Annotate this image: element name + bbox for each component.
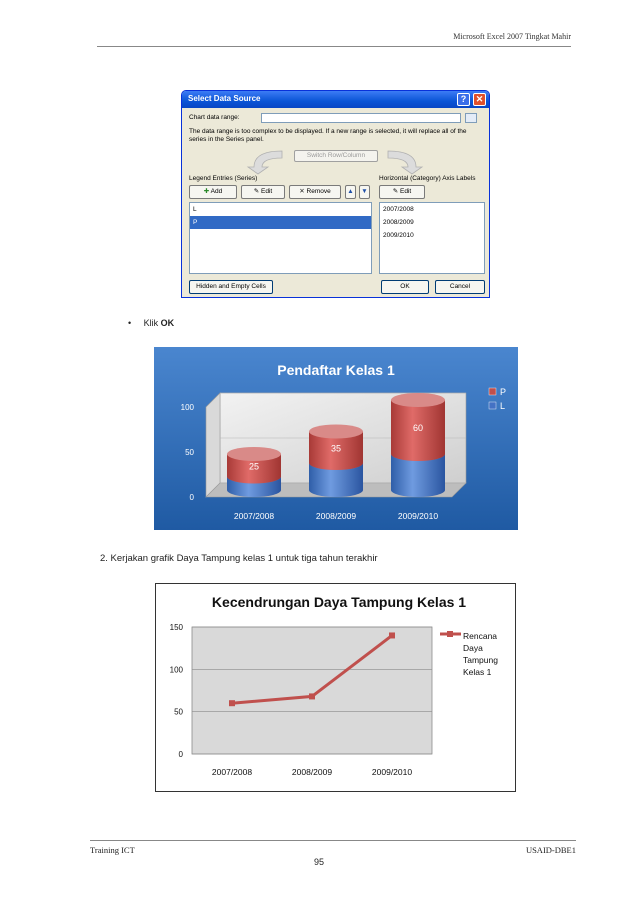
chart1-category-label: 2009/2010 bbox=[397, 511, 439, 521]
chart2-legend-label: Daya bbox=[463, 643, 483, 653]
chart2-legend-label: Tampung bbox=[463, 655, 498, 665]
edit-label: Edit bbox=[261, 188, 273, 195]
chart1-data-label: 35 bbox=[330, 443, 342, 454]
chart2-data-point bbox=[229, 700, 235, 706]
axis-labels-label: Horizontal (Category) Axis Labels bbox=[379, 175, 476, 182]
chart2-plot bbox=[170, 623, 432, 777]
cancel-button[interactable]: Cancel bbox=[435, 280, 485, 294]
category-item[interactable]: 2007/2008 bbox=[383, 206, 414, 213]
chart1-cylinder-top bbox=[391, 393, 445, 407]
chart1-data-label: 60 bbox=[412, 423, 424, 433]
remove-label: Remove bbox=[306, 188, 331, 195]
chart2-title: Kecendrungan Daya Tampung Kelas 1 bbox=[211, 594, 467, 610]
edit-axis-button[interactable] bbox=[379, 185, 425, 199]
chart2-ytick-label: 150 bbox=[169, 623, 183, 632]
edit-axis-label: Edit bbox=[400, 188, 412, 195]
edit-axis-icon: ✎ bbox=[392, 188, 399, 195]
kecendrungan-chart bbox=[155, 583, 516, 792]
category-item[interactable]: 2008/2009 bbox=[383, 219, 414, 226]
chart1-cylinder-top bbox=[309, 425, 363, 439]
chart1-category-label: 2008/2009 bbox=[315, 511, 357, 521]
page-number: 95 bbox=[313, 857, 324, 867]
range-warning: The data range is too complex to be displayed. If a new range is selected, it will replace all of the series in the Series panel. bbox=[189, 128, 467, 143]
bullet-dot: • bbox=[128, 318, 144, 328]
pendaftar-chart bbox=[154, 347, 518, 530]
bullet-bold: OK bbox=[160, 318, 175, 328]
chart1-legend-label: L bbox=[500, 401, 506, 411]
series-item-selected[interactable]: P bbox=[190, 216, 371, 229]
chart1-title: Pendaftar Kelas 1 bbox=[277, 362, 395, 378]
chart2-legend-marker bbox=[447, 631, 453, 637]
legend-entries-label: Legend Entries (Series) bbox=[189, 175, 258, 182]
curved-arrow-left-icon bbox=[244, 147, 284, 175]
chart2-data-point bbox=[309, 693, 315, 699]
select-data-source-dialog bbox=[181, 90, 490, 298]
edit-series-button[interactable] bbox=[241, 185, 285, 199]
chart2-legend-label: Rencana bbox=[463, 631, 498, 641]
add-label: Add bbox=[210, 188, 223, 195]
arrow-down-icon: ▼ bbox=[361, 188, 368, 195]
chart2-category-label: 2008/2009 bbox=[291, 767, 333, 777]
chart2-ytick-label: 0 bbox=[178, 750, 183, 759]
bullet-text: Klik bbox=[143, 318, 161, 328]
task-text: 2. Kerjakan grafik Daya Tampung kelas 1 untuk tiga tahun terakhir bbox=[100, 553, 378, 564]
add-icon: ✚ bbox=[203, 188, 210, 195]
footer-left: Training ICT bbox=[90, 845, 135, 855]
hidden-empty-cells-button[interactable]: Hidden and Empty Cells bbox=[189, 280, 273, 294]
add-series-button[interactable] bbox=[189, 185, 237, 199]
dialog-title-bar bbox=[182, 91, 489, 108]
chart2-data-point bbox=[389, 632, 395, 638]
switch-row-column-button[interactable]: Switch Row/Column bbox=[294, 150, 378, 162]
chart1-category-label: 2007/2008 bbox=[233, 511, 275, 521]
chart2-plot-area bbox=[192, 627, 432, 754]
edit-icon: ✎ bbox=[253, 188, 260, 195]
category-list bbox=[379, 202, 485, 274]
chart1-data-label: 25 bbox=[248, 461, 260, 472]
move-up-button[interactable] bbox=[345, 185, 356, 199]
category-item[interactable]: 2009/2010 bbox=[383, 232, 414, 239]
remove-series-button[interactable] bbox=[289, 185, 341, 199]
chart1-legend-swatch bbox=[489, 388, 496, 395]
footer-right: USAID-DBE1 bbox=[525, 845, 576, 855]
chart1-ytick-label: 100 bbox=[180, 403, 194, 412]
chart-data-range-label: Chart data range: bbox=[189, 114, 240, 121]
remove-icon: ✕ bbox=[299, 188, 305, 195]
series-list bbox=[189, 202, 372, 274]
header-title: Microsoft Excel 2007 Tingkat Mahir bbox=[453, 32, 571, 41]
chart2-category-label: 2009/2010 bbox=[371, 767, 413, 777]
curved-arrow-right-icon bbox=[386, 147, 426, 175]
header-rule bbox=[97, 46, 571, 47]
chart1-side-wall bbox=[206, 393, 220, 497]
range-picker-icon[interactable] bbox=[465, 113, 477, 123]
close-icon[interactable]: ✕ bbox=[473, 93, 486, 106]
chart1-cylinder-top bbox=[227, 447, 281, 461]
dialog-title: Select Data Source bbox=[188, 94, 261, 103]
help-icon[interactable]: ? bbox=[457, 93, 470, 106]
chart2-legend-label: Kelas 1 bbox=[463, 667, 492, 677]
instruction-bullet bbox=[128, 318, 174, 328]
chart1-legend-label: P bbox=[500, 387, 507, 397]
series-item[interactable]: L bbox=[193, 206, 197, 213]
chart1-ytick-label: 0 bbox=[189, 493, 194, 502]
chart1-ytick-label: 50 bbox=[185, 448, 194, 457]
footer-rule bbox=[90, 840, 576, 841]
ok-button[interactable]: OK bbox=[381, 280, 429, 294]
chart-data-range-input[interactable] bbox=[261, 113, 461, 123]
chart2-ytick-label: 100 bbox=[169, 665, 183, 675]
chart2-category-label: 2007/2008 bbox=[211, 767, 253, 777]
arrow-up-icon: ▲ bbox=[347, 188, 354, 195]
move-down-button[interactable] bbox=[359, 185, 370, 199]
chart1-legend-swatch bbox=[489, 402, 496, 409]
chart2-ytick-label: 50 bbox=[174, 707, 183, 717]
